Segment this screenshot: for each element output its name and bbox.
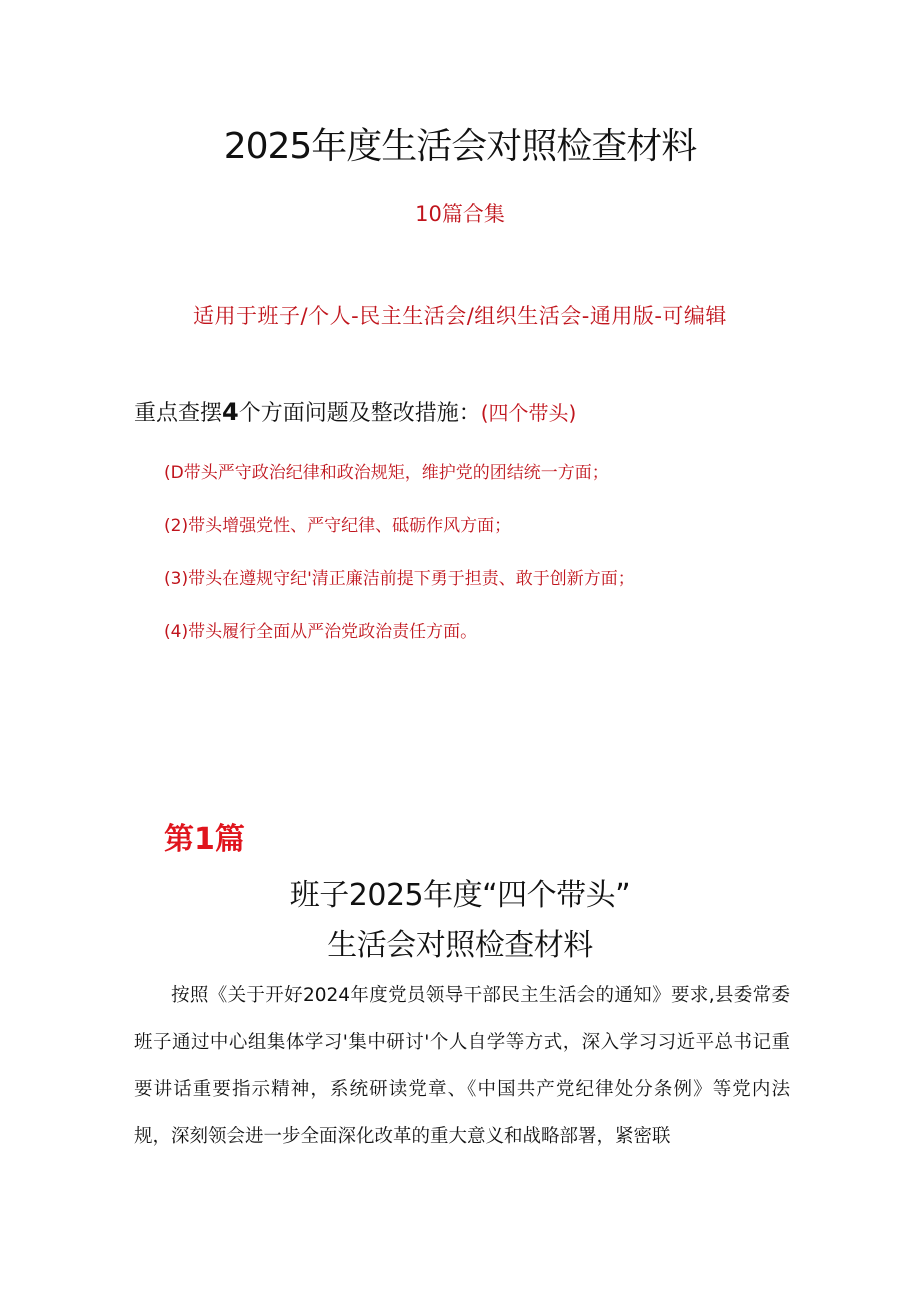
- chapter-label: 第1篇: [164, 822, 245, 857]
- chapter-heading-line1: 班子2025年度“四个带头”: [289, 878, 631, 913]
- focus-number: 4: [222, 398, 239, 426]
- chapter-heading-line2: 生活会对照检查材料: [327, 928, 593, 963]
- document-subtitle: 10篇合集: [415, 202, 505, 226]
- focus-item: (3)带头在遵规守纪'清正廉洁前提下勇于担责、敢于创新方面；: [164, 569, 635, 589]
- focus-item: (4)带头履行全面从严治党政治责任方面。: [164, 622, 478, 642]
- focus-prefix: 重点查摆: [134, 401, 223, 426]
- focus-heading: [134, 396, 576, 427]
- focus-suffix: 个方面问题及整改措施：: [238, 401, 481, 426]
- focus-tag: (四个带头): [480, 401, 577, 425]
- focus-item: (D带头严守政治纪律和政治规矩，维护党的团结统一方面；: [164, 463, 609, 483]
- focus-item: (2)带头增强党性、严守纪律、砥砺作风方面；: [164, 516, 512, 536]
- document-title: 2025年度生活会对照检查材料: [223, 126, 697, 167]
- scope-line: 适用于班子/个人-民主生活会/组织生活会-通用版-可编辑: [193, 304, 727, 328]
- chapter-body-paragraph: 按照《关于开好2024年度党员领导干部民主生活会的通知》要求,县委常委班子通过中心组集体学习'集中研讨'个人自学等方式，深入学习习近平总书记重要讲话重要指示精神，系统研读党章、《中国共产党纪律处分条例》等党内法规，深刻领会进一步全面深化改革的重大意义和战略部署，紧密联: [134, 985, 790, 1147]
